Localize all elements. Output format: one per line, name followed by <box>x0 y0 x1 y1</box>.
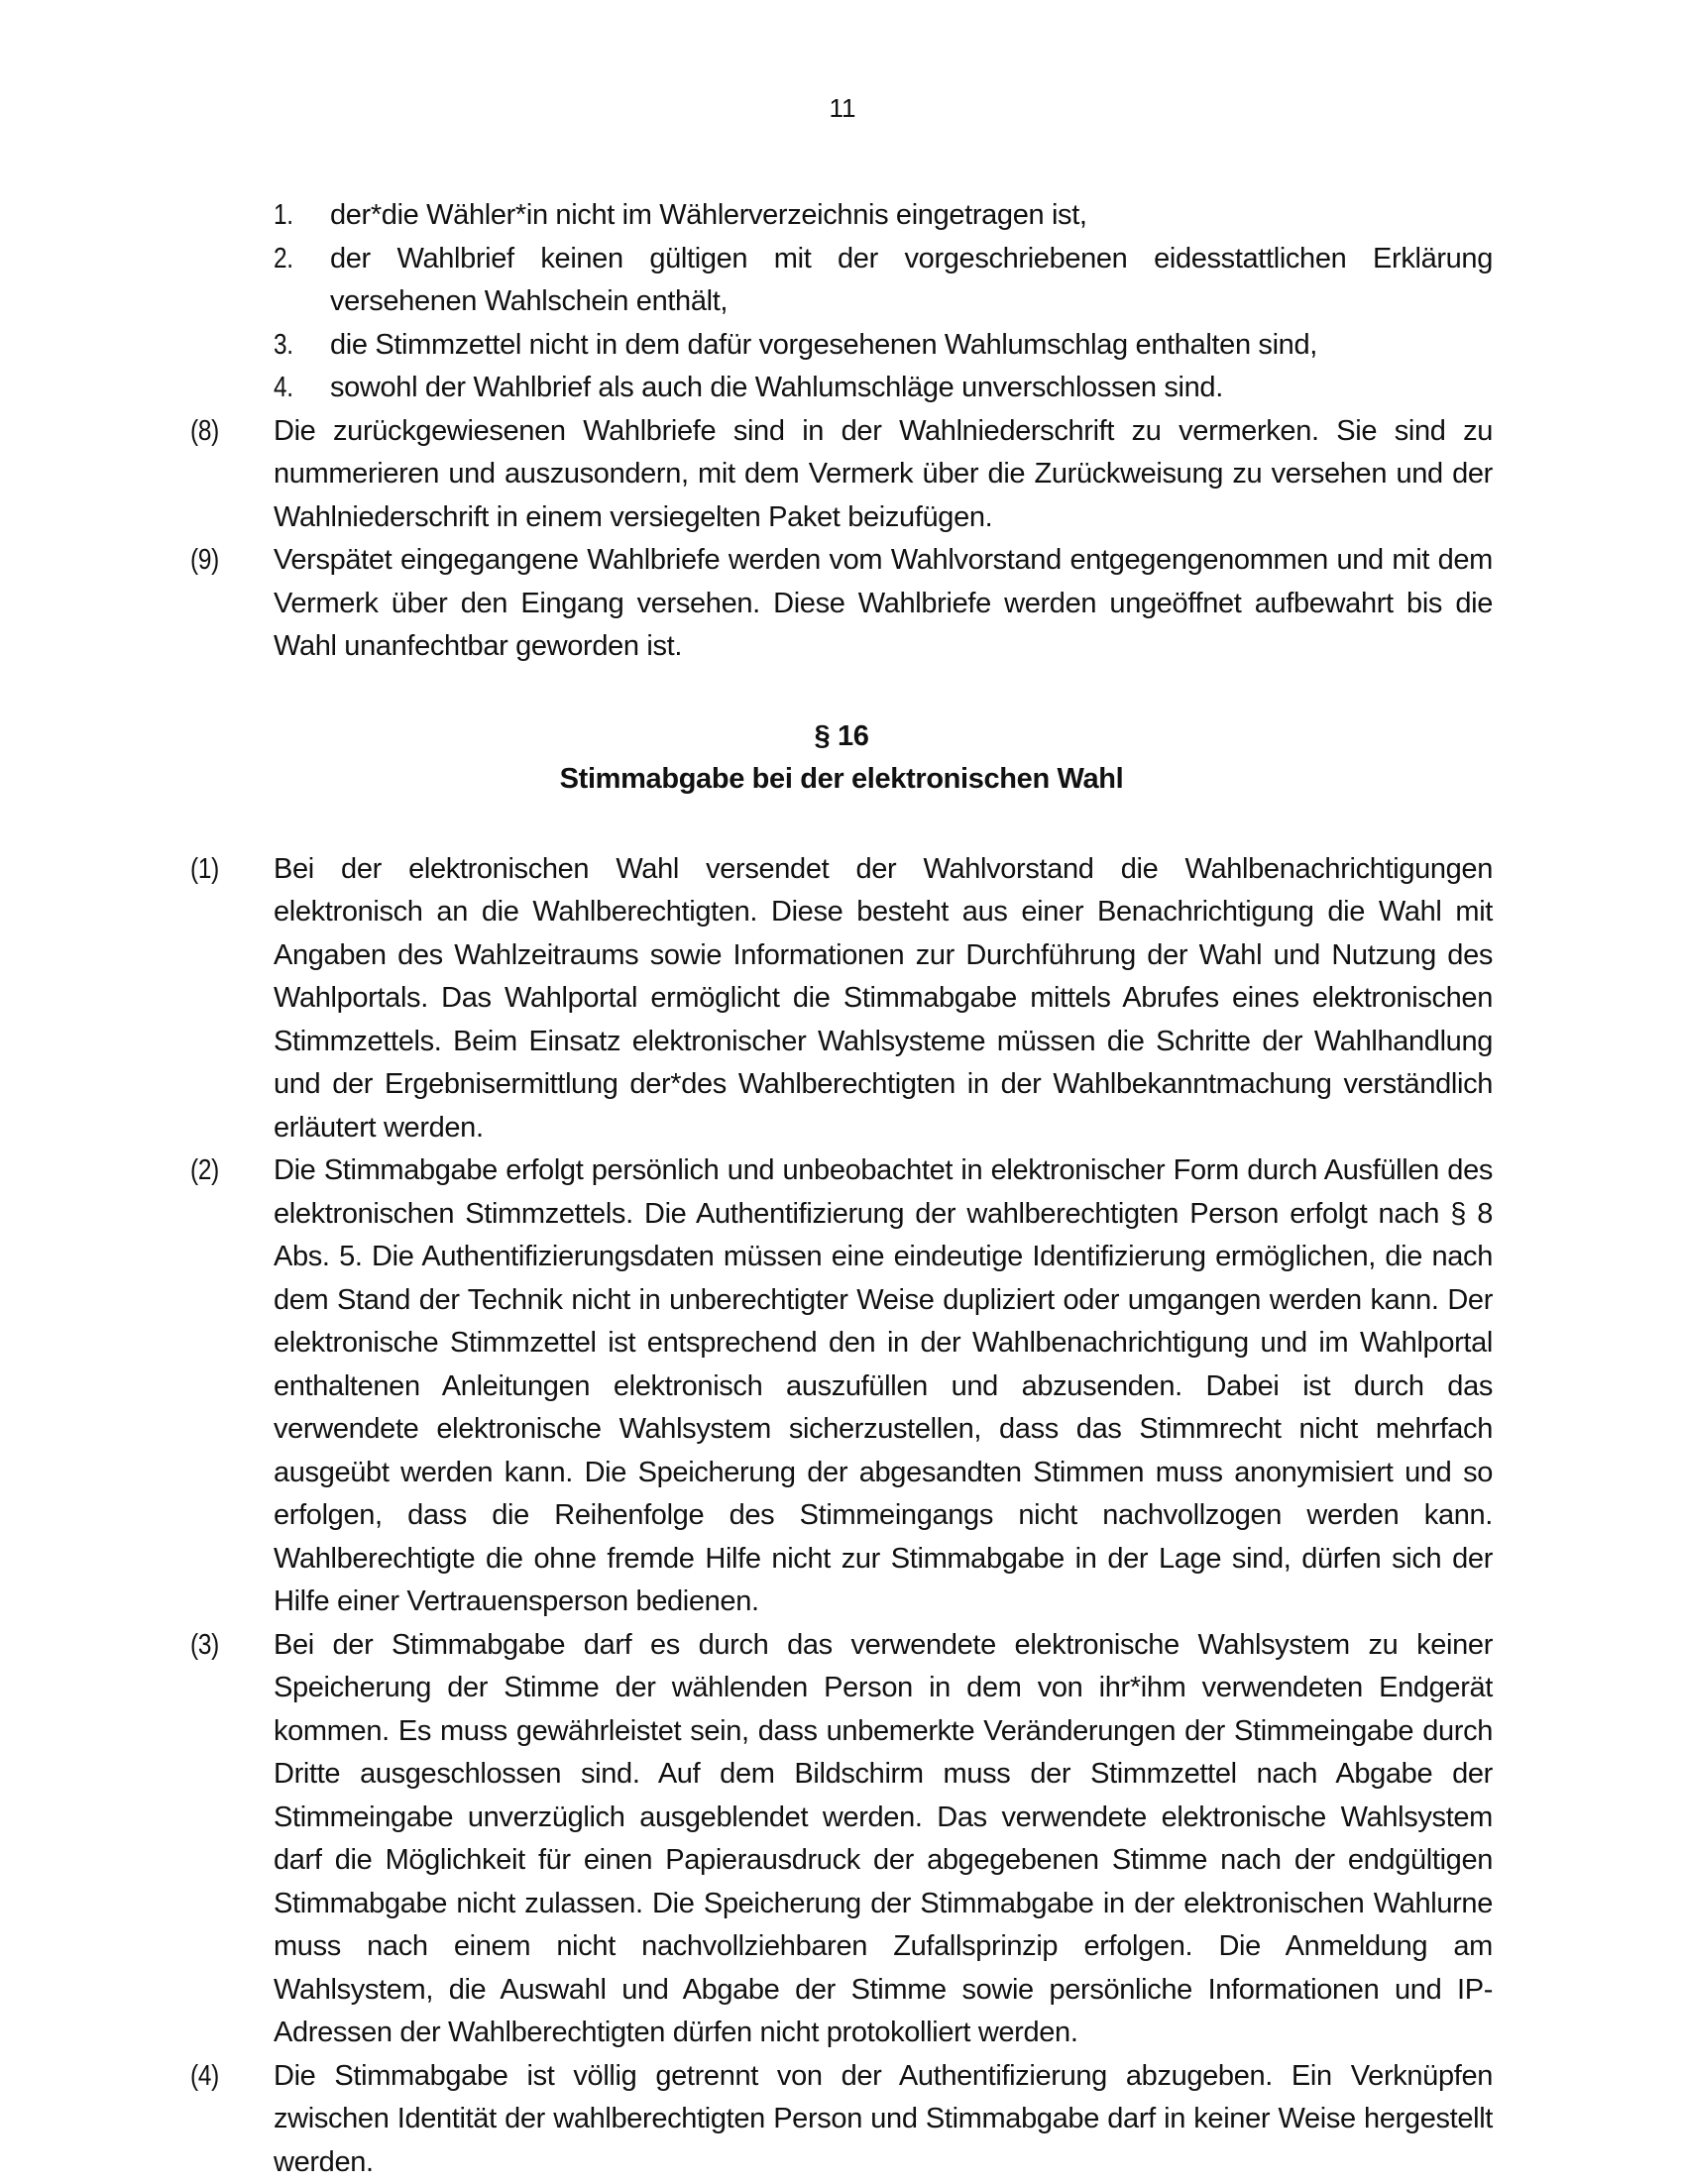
sublist <box>190 194 1493 410</box>
list-item <box>274 367 1493 410</box>
list-item-number: 4. <box>274 367 321 410</box>
paragraph-text: Verspätet eingegangene Wahlbriefe werden vom Wahlvorstand entgegengenommen und mit dem Vermerk über den Eingang versehen. Diese Wahlbriefe werden ungeöffnet aufbewahrt bis die Wahl unanfechtbar geworden ist. <box>274 539 1493 669</box>
paragraph <box>190 1624 1493 2055</box>
paragraph-number: (4) <box>190 2055 261 2099</box>
paragraph-text: Die Stimmabgabe erfolgt persönlich und unbeobachtet in elektronischer Form durch Ausfüllen des elektronischen Stimmzettels. Die Authentifizierung der wahlberechtigten Person erfolgt nach § 8 Abs. 5. Die Authentifizierungsdaten müssen eine eindeutige Identifizierung ermöglichen, die nach dem Stand der Technik nicht in unberechtigter Weise dupliziert oder umgangen werden kann. Der elektronische Stimmzettel ist entsprechend den in der Wahlbenachrichtigung und im Wahlportal enthaltenen Anleitungen elektronisch auszufüllen und abzusenden. Dabei ist durch das verwendete elektronische Wahlsystem sicherzustellen, dass das Stimmrecht nicht mehrfach ausgeübt werden kann. Die Speicherung der abgesandten Stimmen muss anonymisiert und so erfolgen, dass die Reihenfolge des Stimmeingangs nicht nachvollzogen werden kann. Wahlberechtigte die ohne fremde Hilfe nicht zur Stimmabgabe in der Lage sind, dürfen sich der Hilfe einer Vertrauensperson bedienen. <box>274 1149 1493 1624</box>
paragraph-text: Bei der elektronischen Wahl versendet der Wahlvorstand die Wahlbenachrichtigungen elektronisch an die Wahlberechtigten. Diese besteht aus einer Benachrichtigung die Wahl mit Angaben des Wahlzeitraums sowie Informationen zur Durchführung der Wahl und Nutzung des Wahlportals. Das Wahlportal ermöglicht die Stimmabgabe mittels Abrufes eines elektronischen Stimmzettels. Beim Einsatz elektronischer Wahlsysteme müssen die Schritte der Wahlhandlung und der Ergebnisermittlung der*des Wahlberechtigten in der Wahlbekanntmachung verständlich erläutert werden. <box>274 848 1493 1150</box>
paragraph-text: Die Stimmabgabe ist völlig getrennt von der Authentifizierung abzugeben. Ein Verknüpfen zwischen Identität der wahlberechtigten Person und Stimmabgabe darf in keiner Weise hergestellt werden. <box>274 2055 1493 2184</box>
document-body <box>190 194 1493 2184</box>
list-item-number: 3. <box>274 324 321 368</box>
list-item-number: 1. <box>274 194 321 238</box>
list-item-text: sowohl der Wahlbrief als auch die Wahlumschläge unverschlossen sind. <box>330 367 1493 410</box>
paragraph-number: (3) <box>190 1624 261 1668</box>
section-heading <box>190 715 1493 802</box>
paragraph <box>190 1149 1493 1624</box>
list-item-text: die Stimmzettel nicht in dem dafür vorgesehenen Wahlumschlag enthalten sind, <box>330 324 1493 368</box>
page-number: 11 <box>0 91 1685 125</box>
paragraph-number: (9) <box>190 539 261 583</box>
list-item <box>274 238 1493 324</box>
paragraph-number: (1) <box>190 848 261 892</box>
list-item-number: 2. <box>274 238 321 281</box>
section-number: § 16 <box>190 715 1493 759</box>
list-item-text: der*die Wähler*in nicht im Wählerverzeichnis eingetragen ist, <box>330 194 1493 238</box>
list-item <box>274 324 1493 368</box>
paragraph-list-before <box>190 410 1493 669</box>
list-item <box>274 194 1493 238</box>
paragraph-list-after <box>190 848 1493 2184</box>
paragraph-text: Bei der Stimmabgabe darf es durch das verwendete elektronische Wahlsystem zu keiner Speicherung der Stimme der wählenden Person in dem von ihr*ihm verwendeten Endgerät kommen. Es muss gewährleistet sein, dass unbemerkte Veränderungen der Stimmeingabe durch Dritte ausgeschlossen sind. Auf dem Bildschirm muss der Stimmzettel nach Abgabe der Stimmeingabe unverzüglich ausgeblendet werden. Das verwendete elektronische Wahlsystem darf die Möglichkeit für einen Papierausdruck der abgegebenen Stimme nach der endgültigen Stimmabgabe nicht zulassen. Die Speicherung der Stimmabgabe in der elektronischen Wahlurne muss nach einem nicht nachvollziehbaren Zufallsprinzip erfolgen. Die Anmeldung am Wahlsystem, die Auswahl und Abgabe der Stimme sowie persönliche Informationen und IP-Adressen der Wahlberechtigten dürfen nicht protokolliert werden. <box>274 1624 1493 2055</box>
paragraph <box>190 2055 1493 2184</box>
section-title: Stimmabgabe bei der elektronischen Wahl <box>190 758 1493 802</box>
paragraph-number: (2) <box>190 1149 261 1193</box>
list-item-text: der Wahlbrief keinen gültigen mit der vorgeschriebenen eidesstattlichen Erklärung versehenen Wahlschein enthält, <box>330 238 1493 324</box>
paragraph-text: Die zurückgewiesenen Wahlbriefe sind in der Wahlniederschrift zu vermerken. Sie sind zu nummerieren und auszusondern, mit dem Vermerk über die Zurückweisung zu versehen und der Wahlniederschrift in einem versiegelten Paket beizufügen. <box>274 410 1493 540</box>
paragraph-number: (8) <box>190 410 261 454</box>
paragraph <box>190 410 1493 540</box>
paragraph <box>190 539 1493 669</box>
paragraph <box>190 848 1493 1150</box>
